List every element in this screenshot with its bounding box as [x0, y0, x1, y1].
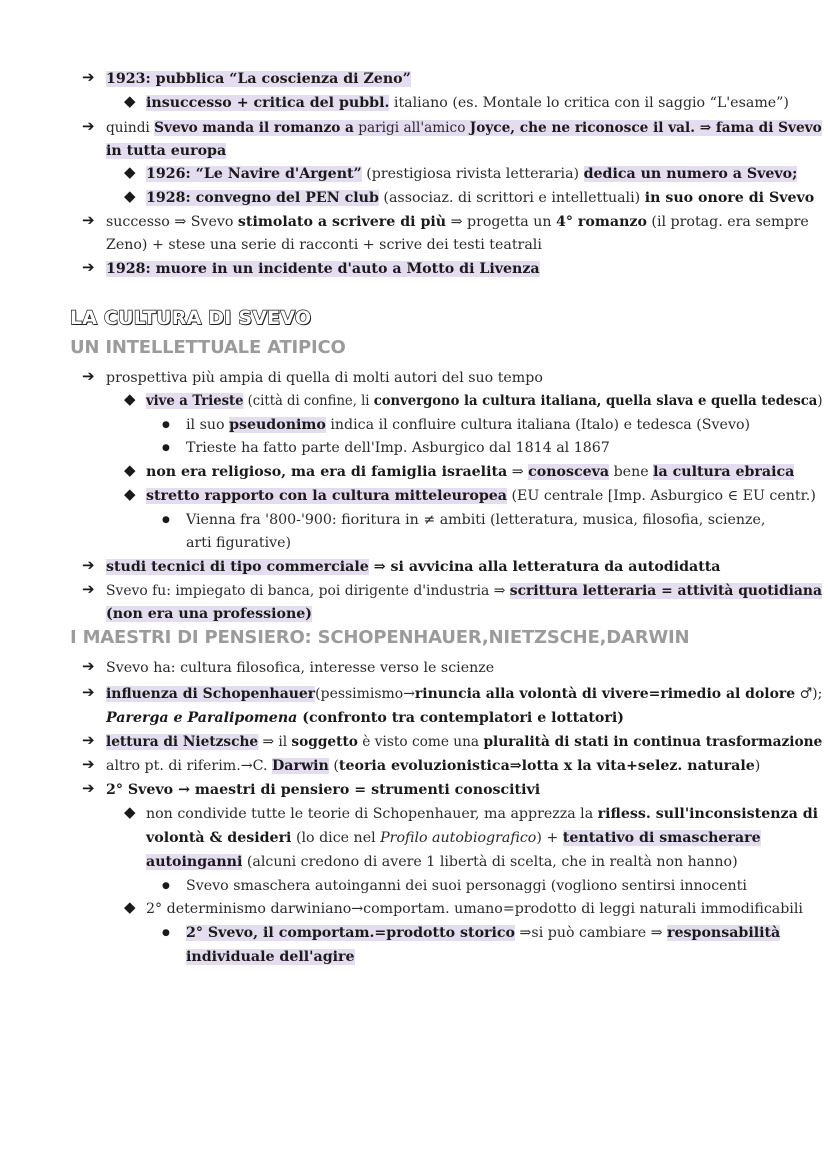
arrow-bullet-icon: ➔: [82, 683, 95, 701]
atipico-line-3: il suo pseudonimo indica il confluire cultura italiana (Italo) e tedesca (Svevo): [186, 417, 751, 433]
maestri-line-3: Parerga e Paralipomena (confronto tra contemplatori e lottatori): [106, 710, 624, 726]
arrow-bullet-icon: ➔: [82, 580, 95, 598]
atipico-line-9: studi tecnici di tipo commerciale ⇒ si avvicina alla letteratura da autodidatta: [106, 559, 721, 575]
arrow-bullet-icon: ➔: [82, 68, 95, 86]
dot-bullet-icon: ●: [162, 515, 170, 525]
atipico-line-11: (non era una professione): [106, 606, 313, 622]
bio-line-6: 1928: convegno del PEN club (associaz. di scrittori e intellettuali) in suo onore di Svevo: [146, 190, 815, 206]
atipico-line-7: Vienna fra '800-'900: fioritura in ≠ ambiti (letteratura, musica, filosofia, scienze,: [186, 512, 766, 528]
bio-line-1: 1923: pubblica “La coscienza di Zeno”: [106, 71, 411, 87]
diamond-bullet-icon: ◆: [124, 803, 136, 821]
maestri-line-2: influenza di Schopenhauer(pessimismo→rinuncia alla volontà di vivere=rimedio al dolore ♂);: [106, 686, 823, 702]
maestri-line-8: volontà & desideri (lo dice nel Profilo autobiografico) + tentativo di smascherare: [146, 830, 761, 846]
dot-bullet-icon: ●: [162, 420, 170, 430]
atipico-line-8: arti figurative): [186, 535, 292, 551]
subtitle-intellettuale-atipico: UN INTELLETTUALE ATIPICO: [70, 337, 346, 358]
bio-line-8: Zeno) + stese una serie di racconti + scrive dei testi teatrali: [106, 237, 542, 253]
atipico-line-10: Svevo fu: impiegato di banca, poi dirigente d'industria ⇒ scrittura letteraria = attività quotidiana: [106, 583, 822, 599]
dot-bullet-icon: ●: [162, 928, 170, 938]
maestri-line-10: Svevo smaschera autoinganni dei suoi personaggi (vogliono sentirsi innocenti: [186, 878, 747, 894]
arrow-bullet-icon: ➔: [82, 755, 95, 773]
arrow-bullet-icon: ➔: [82, 556, 95, 574]
maestri-line-5: altro pt. di riferim.→C. Darwin (teoria evoluzionistica⇒lotta x la vita+selez. naturale): [106, 758, 761, 774]
maestri-line-13: individuale dell'agire: [186, 949, 355, 965]
diamond-bullet-icon: ◆: [124, 187, 136, 205]
bio-line-4: in tutta europa: [106, 143, 227, 159]
arrow-bullet-icon: ➔: [82, 117, 95, 135]
atipico-line-4: Trieste ha fatto parte dell'Imp. Asburgico dal 1814 al 1867: [186, 440, 610, 456]
bio-line-7: successo ⇒ Svevo stimolato a scrivere di più ⇒ progetta un 4° romanzo (il protag. era sempre: [106, 214, 809, 230]
arrow-bullet-icon: ➔: [82, 657, 95, 675]
arrow-bullet-icon: ➔: [82, 731, 95, 749]
atipico-line-1: prospettiva più ampia di quella di molti autori del suo tempo: [106, 370, 543, 386]
diamond-bullet-icon: ◆: [124, 461, 136, 479]
arrow-bullet-icon: ➔: [82, 367, 95, 385]
atipico-line-5: non era religioso, ma era di famiglia israelita ⇒ conosceva bene la cultura ebraica: [146, 464, 795, 480]
dot-bullet-icon: ●: [162, 443, 170, 453]
maestri-line-11: 2° determinismo darwiniano→comportam. umano=prodotto di leggi naturali immodificabili: [146, 901, 803, 917]
maestri-line-6: 2° Svevo → maestri di pensiero = strumenti conoscitivi: [106, 782, 541, 798]
maestri-line-4: lettura di Nietzsche ⇒ il soggetto è visto come una pluralità di stati in continua trasformazione: [106, 734, 823, 750]
section-title: LA CULTURA DI SVEVO: [70, 307, 312, 329]
subtitle-maestri-di-pensiero: I MAESTRI DI PENSIERO: SCHOPENHAUER,NIETZSCHE,DARWIN: [70, 627, 690, 648]
bio-line-5: 1926: “Le Navire d'Argent” (prestigiosa rivista letteraria) dedica un numero a Svevo;: [146, 166, 798, 182]
maestri-line-1: Svevo ha: cultura filosofica, interesse verso le scienze: [106, 660, 495, 676]
diamond-bullet-icon: ◆: [124, 390, 136, 408]
diamond-bullet-icon: ◆: [124, 485, 136, 503]
bio-line-9: 1928: muore in un incidente d'auto a Motto di Livenza: [106, 261, 540, 277]
arrow-bullet-icon: ➔: [82, 211, 95, 229]
maestri-line-7: non condivide tutte le teorie di Schopenhauer, ma apprezza la rifless. sull'inconsistenza di: [146, 806, 819, 822]
diamond-bullet-icon: ◆: [124, 898, 136, 916]
atipico-line-6: stretto rapporto con la cultura mitteleuropea (EU centrale [Imp. Asburgico ∈ EU centr.): [146, 488, 816, 504]
bio-line-2: insuccesso + critica del pubbl. italiano (es. Montale lo critica con il saggio “L'esame”): [146, 95, 789, 111]
dot-bullet-icon: ●: [162, 881, 170, 891]
bio-line-3: quindi Svevo manda il romanzo a parigi all'amico Joyce, che ne riconosce il val. ⇒ fama di Svevo: [106, 120, 822, 136]
maestri-line-9: autoinganni (alcuni credono di avere 1 libertà di scelta, che in realtà non hanno): [146, 854, 738, 870]
maestri-line-12: 2° Svevo, il comportam.=prodotto storico ⇒si può cambiare ⇒ responsabilità: [186, 925, 781, 941]
diamond-bullet-icon: ◆: [124, 92, 136, 110]
arrow-bullet-icon: ➔: [82, 258, 95, 276]
diamond-bullet-icon: ◆: [124, 163, 136, 181]
atipico-line-2: vive a Trieste (città di confine, li convergono la cultura italiana, quella slava e quella tedesca): [146, 393, 823, 409]
arrow-bullet-icon: ➔: [82, 779, 95, 797]
